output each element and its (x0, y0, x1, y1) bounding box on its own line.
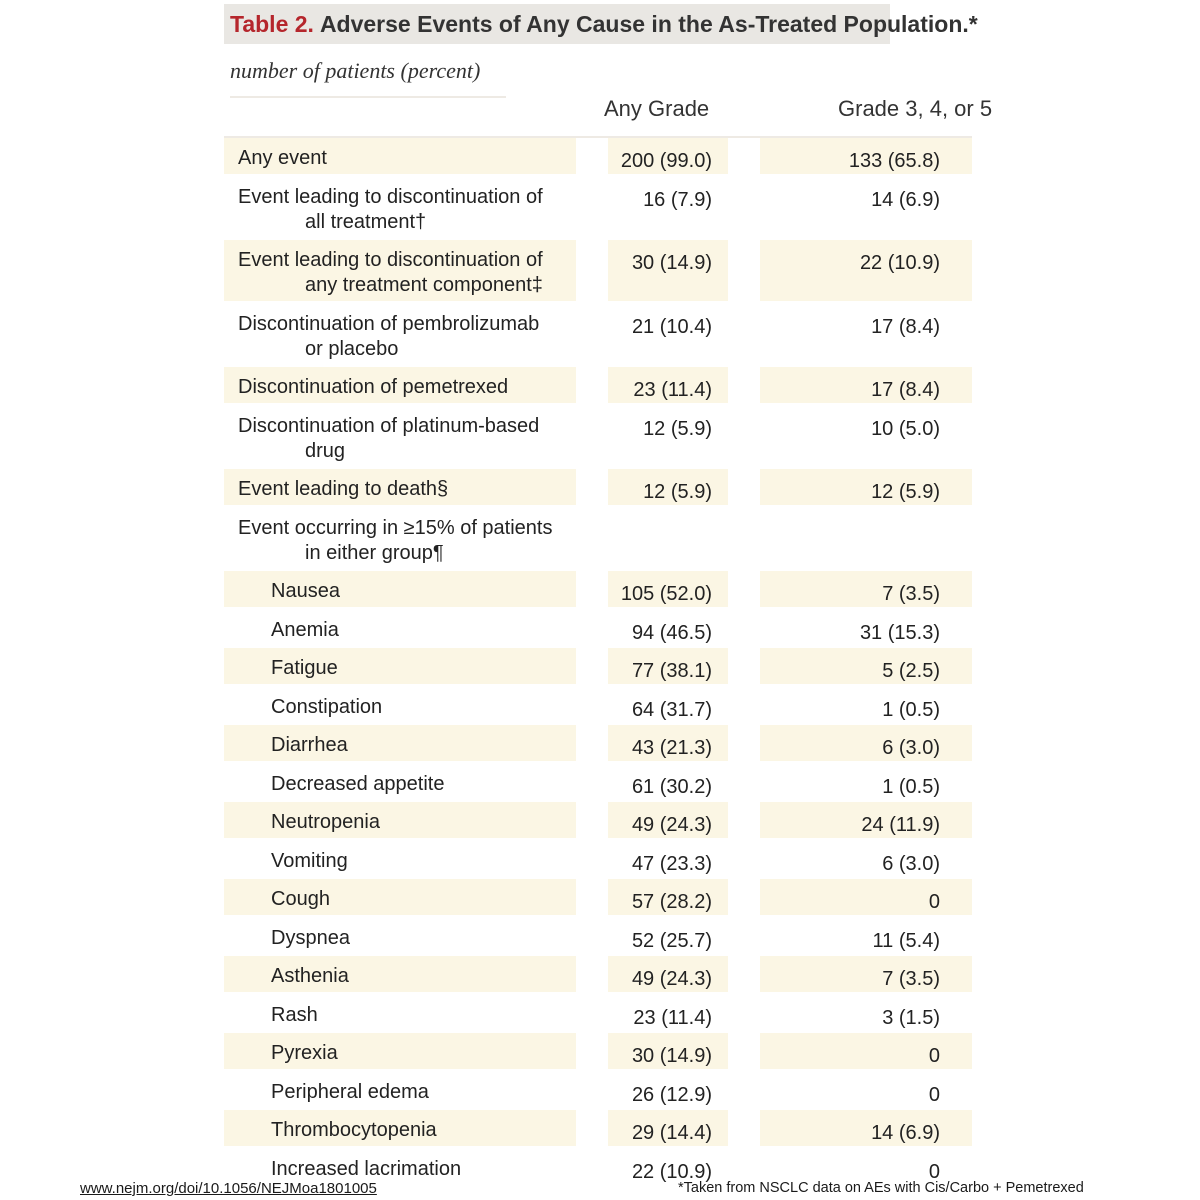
any-grade-cell (608, 177, 728, 238)
source-link[interactable]: www.nejm.org/doi/10.1056/NEJMoa1801005 (80, 1180, 377, 1197)
row-label-cell (224, 995, 576, 1031)
row-label-cell (224, 1033, 576, 1069)
grade-345-cell (760, 879, 972, 915)
row-label-line: Asthenia (271, 965, 349, 987)
table-row (224, 725, 972, 764)
table-body (224, 138, 972, 1187)
table-row (224, 687, 972, 726)
grade-345-cell (760, 610, 972, 646)
any-grade-value: 64 (31.7) (631, 698, 712, 721)
row-label-continuation: any treatment component‡ (305, 274, 543, 296)
table-row (224, 879, 972, 918)
row-label-line: Cough (271, 888, 330, 910)
table-row (224, 240, 972, 304)
any-grade-value: 12 (5.9) (643, 481, 712, 503)
row-label (271, 656, 611, 681)
row-label-line: Neutropenia (271, 811, 380, 833)
row-label-cell (224, 879, 576, 915)
row-label-line: Dyspnea (271, 926, 350, 949)
row-label-continuation: drug (305, 439, 346, 462)
grade-345-value: 0 (928, 891, 940, 913)
row-label-line: Fatigue (271, 657, 338, 679)
grade-345-cell (760, 367, 972, 403)
row-label-cell (224, 304, 576, 365)
row-label-cell (224, 802, 576, 838)
any-grade-value: 49 (24.3) (631, 968, 712, 990)
row-label-cell (224, 918, 576, 954)
any-grade-cell (608, 304, 728, 365)
row-label-line: Constipation (271, 695, 383, 718)
row-label-cell (224, 177, 576, 238)
row-label-line: Discontinuation of pemetrexed (238, 376, 509, 398)
grade-345-value: 14 (6.9) (871, 1122, 940, 1144)
grade-345-cell (760, 1149, 972, 1185)
table-row (224, 956, 972, 995)
row-label (238, 146, 578, 171)
row-label-cell (224, 367, 576, 403)
row-label-line: Peripheral edema (271, 1080, 429, 1103)
row-label-line: Discontinuation of platinum-based (238, 414, 540, 437)
any-grade-cell (608, 138, 728, 174)
row-label-cell (224, 764, 576, 800)
any-grade-cell (608, 469, 728, 505)
grade-345-cell (760, 571, 972, 607)
grade-345-cell (760, 764, 972, 800)
grade-345-cell (760, 469, 972, 505)
row-label-line: Any event (238, 147, 327, 169)
table-row (224, 802, 972, 841)
any-grade-value: 16 (7.9) (643, 188, 712, 211)
table-row (224, 1072, 972, 1111)
any-grade-cell (608, 764, 728, 800)
any-grade-value: 49 (24.3) (631, 814, 712, 836)
row-label (238, 375, 578, 400)
row-label-line: Increased lacrimation (271, 1157, 462, 1180)
table-row (224, 571, 972, 610)
table-row (224, 177, 972, 241)
grade-345-value: 1 (0.5) (882, 775, 940, 798)
any-grade-value: 47 (23.3) (631, 852, 712, 875)
any-grade-cell (608, 508, 728, 569)
row-label-cell (224, 1110, 576, 1146)
grade-345-cell (760, 177, 972, 238)
row-label (271, 695, 611, 720)
row-label (271, 618, 611, 643)
row-label-continuation: all treatment† (305, 210, 427, 233)
grade-345-value: 7 (3.5) (882, 968, 940, 990)
grade-345-value: 17 (8.4) (871, 379, 940, 401)
grade-345-cell (760, 1033, 972, 1069)
any-grade-value: 30 (14.9) (631, 1045, 712, 1067)
any-grade-value: 94 (46.5) (631, 621, 712, 644)
grade-345-value: 31 (15.3) (859, 621, 940, 644)
row-label-cell (224, 571, 576, 607)
row-label-line: Nausea (271, 580, 340, 602)
any-grade-value: 23 (11.4) (633, 379, 712, 401)
table-row (224, 764, 972, 803)
grade-345-value: 1 (0.5) (882, 698, 940, 721)
any-grade-value: 22 (10.9) (631, 1160, 712, 1183)
any-grade-cell (608, 571, 728, 607)
table-row (224, 367, 972, 406)
any-grade-value: 61 (30.2) (631, 775, 712, 798)
grade-345-value: 6 (3.0) (882, 852, 940, 875)
table-row (224, 138, 972, 177)
row-label-line: Event leading to discontinuation of (238, 185, 543, 208)
any-grade-cell (608, 240, 728, 301)
column-header-grade-345: Grade 3, 4, or 5 (838, 96, 993, 121)
row-label-cell (224, 1072, 576, 1108)
any-grade-value: 29 (14.4) (631, 1122, 712, 1144)
any-grade-cell (608, 879, 728, 915)
table-row (224, 304, 972, 368)
any-grade-cell (608, 610, 728, 646)
any-grade-cell (608, 918, 728, 954)
row-label (271, 1003, 611, 1028)
row-label (271, 849, 611, 874)
table-row (224, 1033, 972, 1072)
row-label-cell (224, 956, 576, 992)
grade-345-value: 133 (65.8) (848, 150, 940, 172)
row-label-line: Thrombocytopenia (271, 1119, 437, 1141)
row-label-cell (224, 610, 576, 646)
grade-345-cell (760, 725, 972, 761)
row-label (238, 414, 578, 464)
row-label (238, 185, 578, 235)
grade-345-cell (760, 995, 972, 1031)
any-grade-cell (608, 802, 728, 838)
any-grade-cell (608, 1149, 728, 1185)
table-row (224, 918, 972, 957)
any-grade-value: 200 (99.0) (620, 150, 712, 172)
table-row (224, 841, 972, 880)
row-label-line: Event leading to death§ (238, 478, 449, 500)
row-label-cell (224, 725, 576, 761)
grade-345-value: 10 (5.0) (871, 417, 940, 440)
grade-345-cell (760, 687, 972, 723)
table-row (224, 648, 972, 687)
grade-345-value: 0 (928, 1160, 940, 1183)
grade-345-value: 14 (6.9) (871, 188, 940, 211)
row-label (238, 312, 578, 362)
row-label (271, 772, 611, 797)
row-label-line: Event leading to discontinuation of (238, 249, 543, 271)
grade-345-value: 7 (3.5) (882, 583, 940, 605)
column-header-any-grade: Any Grade (604, 96, 710, 121)
row-label-line: Diarrhea (271, 734, 348, 756)
grade-345-value: 3 (1.5) (882, 1006, 940, 1029)
table-number: Table 2. (230, 10, 314, 37)
row-label-line: Vomiting (271, 849, 348, 872)
grade-345-value: 11 (5.4) (872, 929, 940, 952)
any-grade-cell (608, 648, 728, 684)
grade-345-cell (760, 304, 972, 365)
row-label-cell (224, 508, 576, 569)
row-label (271, 1157, 611, 1182)
grade-345-value: 12 (5.9) (871, 481, 940, 503)
grade-345-value: 0 (928, 1045, 940, 1067)
row-label (271, 964, 611, 989)
table-row (224, 406, 972, 470)
grade-345-cell (760, 508, 972, 569)
grade-345-cell (760, 956, 972, 992)
row-label-cell (224, 687, 576, 723)
grade-345-cell (760, 1110, 972, 1146)
row-label-line: Anemia (271, 618, 339, 641)
row-label (238, 516, 578, 566)
table-row (224, 469, 972, 508)
grade-345-value: 0 (928, 1083, 940, 1106)
row-label-cell (224, 406, 576, 467)
row-label-line: Decreased appetite (271, 772, 445, 795)
row-label (271, 579, 611, 604)
any-grade-cell (608, 956, 728, 992)
grade-345-value: 17 (8.4) (871, 315, 940, 338)
footnote: *Taken from NSCLC data on AEs with Cis/Carbo + Pemetrexed (678, 1180, 1084, 1196)
any-grade-cell (608, 841, 728, 877)
row-label (238, 248, 578, 298)
any-grade-value: 52 (25.7) (631, 929, 712, 952)
grade-345-cell (760, 648, 972, 684)
table-subtitle: number of patients (percent) (230, 58, 506, 98)
grade-345-cell (760, 406, 972, 467)
table-row (224, 995, 972, 1034)
row-label-continuation: or placebo (305, 337, 399, 360)
row-label-line: Rash (271, 1003, 318, 1026)
row-label (271, 733, 611, 758)
grade-345-value: 6 (3.0) (882, 737, 940, 759)
row-label (271, 887, 611, 912)
row-label-line: Event occurring in ≥15% of patients (238, 516, 553, 539)
any-grade-value: 105 (52.0) (620, 583, 712, 605)
row-label-cell (224, 1149, 576, 1185)
grade-345-value: 24 (11.9) (861, 814, 940, 836)
row-label (271, 1118, 611, 1143)
row-label-cell (224, 841, 576, 877)
any-grade-cell (608, 995, 728, 1031)
any-grade-cell (608, 1072, 728, 1108)
row-label (238, 477, 578, 502)
row-label-cell (224, 240, 576, 301)
any-grade-cell (608, 406, 728, 467)
row-label (271, 1041, 611, 1066)
any-grade-value: 77 (38.1) (631, 660, 712, 682)
any-grade-value: 12 (5.9) (643, 417, 712, 440)
table-row (224, 1110, 972, 1149)
table-title-text: Adverse Events of Any Cause in the As-Treated Population.* (319, 10, 978, 37)
table-row (224, 610, 972, 649)
any-grade-value: 26 (12.9) (631, 1083, 712, 1106)
row-label-line: Pyrexia (271, 1042, 338, 1064)
grade-345-cell (760, 1072, 972, 1108)
any-grade-value: 21 (10.4) (631, 315, 712, 338)
row-label-continuation: in either group¶ (305, 541, 444, 564)
row-label-cell (224, 469, 576, 505)
any-grade-cell (608, 687, 728, 723)
any-grade-value: 30 (14.9) (631, 252, 712, 274)
table-row (224, 508, 972, 572)
row-label-cell (224, 138, 576, 174)
grade-345-value: 22 (10.9) (859, 252, 940, 274)
any-grade-cell (608, 1033, 728, 1069)
grade-345-value: 5 (2.5) (882, 660, 940, 682)
row-label-cell (224, 648, 576, 684)
grade-345-cell (760, 841, 972, 877)
any-grade-cell (608, 1110, 728, 1146)
row-label-line: Discontinuation of pembrolizumab (238, 312, 540, 335)
any-grade-value: 43 (21.3) (631, 737, 712, 759)
any-grade-cell (608, 725, 728, 761)
any-grade-value: 23 (11.4) (633, 1006, 712, 1029)
grade-345-cell (760, 802, 972, 838)
grade-345-cell (760, 138, 972, 174)
any-grade-value: 57 (28.2) (631, 891, 712, 913)
row-label (271, 1080, 611, 1105)
grade-345-cell (760, 240, 972, 301)
table-title (224, 4, 978, 44)
grade-345-cell (760, 918, 972, 954)
any-grade-cell (608, 367, 728, 403)
row-label (271, 926, 611, 951)
row-label (271, 810, 611, 835)
